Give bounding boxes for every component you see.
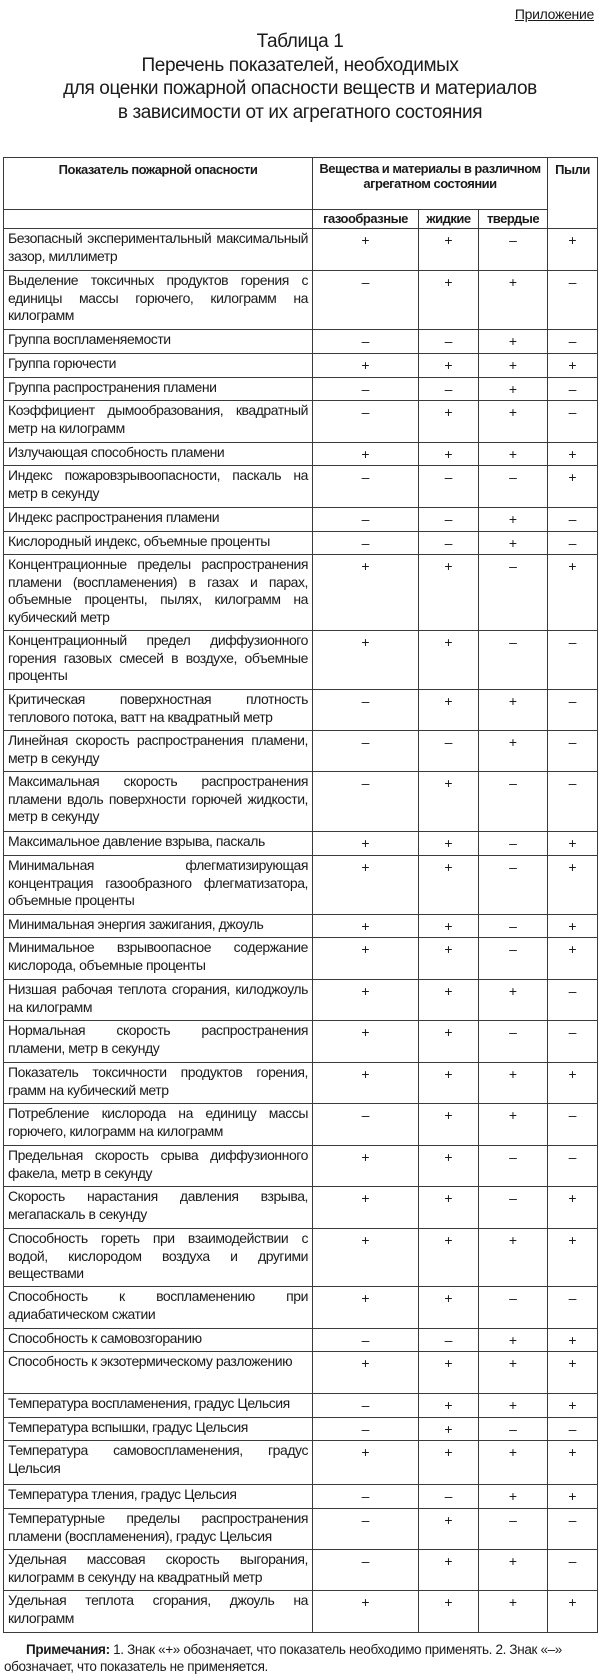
dust-mark: +: [548, 229, 598, 271]
gaseous-mark: –: [313, 1550, 419, 1591]
liquid-mark: +: [419, 1509, 479, 1550]
table-row: [4, 378, 598, 401]
table-row: [4, 1352, 598, 1394]
solid-mark: –: [479, 466, 548, 508]
indicator-name: Температурные пределы распространения пламени (воспламенения), градус Цельсия: [4, 1509, 313, 1550]
liquid-mark: +: [419, 401, 479, 443]
gaseous-mark: +: [313, 1591, 419, 1633]
gaseous-mark: –: [313, 271, 419, 330]
gaseous-mark: –: [313, 378, 419, 401]
liquid-mark: +: [419, 980, 479, 1021]
liquid-mark: +: [419, 1394, 479, 1418]
dust-mark: –: [548, 1287, 598, 1329]
table-number: Таблица 1: [256, 31, 344, 52]
dust-mark: –: [548, 330, 598, 354]
gaseous-mark: +: [313, 1146, 419, 1187]
solid-mark: –: [479, 229, 548, 271]
solid-mark: –: [479, 1187, 548, 1229]
liquid-mark: –: [419, 466, 479, 508]
indicator-name: Кислородный индекс, объемные проценты: [4, 532, 313, 555]
indicator-name: Температура вспышки, градус Цельсия: [4, 1418, 313, 1441]
gaseous-mark: +: [313, 1187, 419, 1229]
solid-mark: +: [479, 508, 548, 532]
table-row: [4, 938, 598, 980]
header-indicator-continuation: [4, 210, 313, 229]
indicator-name: Группа горючести: [4, 354, 313, 378]
liquid-mark: +: [419, 1352, 479, 1394]
liquid-mark: +: [419, 1063, 479, 1104]
indicator-name: Коэффициент дымообразования, квадратный метр на килограмм: [4, 401, 313, 443]
solid-mark: +: [479, 1352, 548, 1394]
solid-mark: +: [479, 354, 548, 378]
solid-mark: –: [479, 1287, 548, 1329]
indicator-name: Температура самовоспламенения, градус Цельсия: [4, 1441, 313, 1485]
table-row: [4, 915, 598, 938]
liquid-mark: +: [419, 1418, 479, 1441]
header-solid: твердые: [479, 210, 548, 229]
table-row: [4, 832, 598, 856]
solid-mark: –: [479, 631, 548, 690]
liquid-mark: +: [419, 1104, 479, 1146]
dust-mark: –: [548, 532, 598, 555]
appendix-label: Приложение: [514, 6, 594, 22]
indicator-name: Способность гореть при взаимодействии с водой, кислородом воздуха и другими веществами: [4, 1229, 313, 1287]
indicator-name: Группа воспламеняемости: [4, 330, 313, 354]
gaseous-mark: –: [313, 1104, 419, 1146]
liquid-mark: –: [419, 1329, 479, 1352]
liquid-mark: –: [419, 378, 479, 401]
indicator-name: Способность к самовозгоранию: [4, 1329, 313, 1352]
header-gaseous: газообразные: [313, 210, 419, 229]
indicator-name: Концентрационный предел диффузионного горения газовых смесей в воздухе, объемные проценты: [4, 631, 313, 690]
solid-mark: –: [479, 1418, 548, 1441]
notes-text: 1. Знак «+» обозначает, что показатель необходимо применять. 2. Знак «–» обозначает, что показатель не применяется.: [4, 1642, 562, 1674]
notes: [4, 1641, 594, 1675]
solid-mark: +: [479, 401, 548, 443]
header-liquid: жидкие: [419, 210, 479, 229]
liquid-mark: +: [419, 631, 479, 690]
gaseous-mark: –: [313, 508, 419, 532]
solid-mark: –: [479, 1509, 548, 1550]
dust-mark: –: [548, 271, 598, 330]
header-indicator: Показатель пожарной опасности: [4, 158, 313, 210]
liquid-mark: +: [419, 1287, 479, 1329]
solid-mark: +: [479, 443, 548, 466]
table-title-line-3: в зависимости от их агрегатного состояния: [117, 101, 483, 123]
gaseous-mark: –: [313, 1485, 419, 1509]
gaseous-mark: +: [313, 1287, 419, 1329]
table-row: [4, 1287, 598, 1329]
liquid-mark: +: [419, 443, 479, 466]
gaseous-mark: –: [313, 772, 419, 832]
indicator-name: Показатель токсичности продуктов горения, грамм на кубический метр: [4, 1063, 313, 1104]
gaseous-mark: –: [313, 330, 419, 354]
liquid-mark: +: [419, 354, 479, 378]
solid-mark: +: [479, 1104, 548, 1146]
liquid-mark: –: [419, 330, 479, 354]
dust-mark: –: [548, 1418, 598, 1441]
dust-mark: +: [548, 1329, 598, 1352]
gaseous-mark: +: [313, 1063, 419, 1104]
liquid-mark: +: [419, 271, 479, 330]
gaseous-mark: +: [313, 1352, 419, 1394]
dust-mark: –: [548, 1146, 598, 1187]
liquid-mark: +: [419, 229, 479, 271]
gaseous-mark: –: [313, 1418, 419, 1441]
table-row: [4, 1021, 598, 1063]
table-row: [4, 1187, 598, 1229]
gaseous-mark: +: [313, 1229, 419, 1287]
table-row: [4, 466, 598, 508]
table-row: [4, 508, 598, 532]
dust-mark: +: [548, 1485, 598, 1509]
dust-mark: +: [548, 555, 598, 631]
solid-mark: +: [479, 980, 548, 1021]
liquid-mark: –: [419, 532, 479, 555]
dust-mark: +: [548, 443, 598, 466]
liquid-mark: +: [419, 832, 479, 856]
dust-mark: +: [548, 354, 598, 378]
dust-mark: +: [548, 1187, 598, 1229]
gaseous-mark: +: [313, 354, 419, 378]
solid-mark: –: [479, 856, 548, 915]
table-row: [4, 401, 598, 443]
gaseous-mark: +: [313, 229, 419, 271]
liquid-mark: +: [419, 772, 479, 832]
solid-mark: –: [479, 772, 548, 832]
indicator-name: Минимальное взрывоопасное содержание кислорода, объемные проценты: [4, 938, 313, 980]
solid-mark: +: [479, 330, 548, 354]
gaseous-mark: +: [313, 443, 419, 466]
solid-mark: +: [479, 1550, 548, 1591]
table-row: [4, 631, 598, 690]
fire-hazard-indicators-table: [3, 157, 598, 1633]
dust-mark: –: [548, 1104, 598, 1146]
dust-mark: +: [548, 1229, 598, 1287]
table-body: [4, 229, 598, 1633]
indicator-name: Потребление кислорода на единицу массы горючего, килограмм на килограмм: [4, 1104, 313, 1146]
solid-mark: –: [479, 915, 548, 938]
solid-mark: +: [479, 690, 548, 731]
liquid-mark: +: [419, 1441, 479, 1485]
gaseous-mark: +: [313, 915, 419, 938]
table-row: [4, 1509, 598, 1550]
table-row: [4, 856, 598, 915]
solid-mark: +: [479, 1394, 548, 1418]
dust-mark: +: [548, 1441, 598, 1485]
dust-mark: +: [548, 938, 598, 980]
gaseous-mark: –: [313, 731, 419, 772]
indicator-name: Температура тления, градус Цельсия: [4, 1485, 313, 1509]
dust-mark: +: [548, 1063, 598, 1104]
liquid-mark: +: [419, 1187, 479, 1229]
liquid-mark: +: [419, 1550, 479, 1591]
header-dust: Пыли: [548, 158, 598, 229]
indicator-name: Скорость нарастания давления взрыва, мегапаскаль в секунду: [4, 1187, 313, 1229]
gaseous-mark: +: [313, 1021, 419, 1063]
table-row: [4, 354, 598, 378]
dust-mark: +: [548, 466, 598, 508]
indicator-name: Выделение токсичных продуктов горения с единицы массы горючего, килограмм на килограмм: [4, 271, 313, 330]
indicator-name: Минимальная флегматизирующая концентрация газообразного флегматизатора, объемные проценты: [4, 856, 313, 915]
indicator-name: Безопасный экспериментальный максимальный зазор, миллиметр: [4, 229, 313, 271]
table-row: [4, 1229, 598, 1287]
indicator-name: Температура воспламенения, градус Цельсия: [4, 1394, 313, 1418]
indicator-name: Излучающая способность пламени: [4, 443, 313, 466]
solid-mark: –: [479, 938, 548, 980]
table-row: [4, 1550, 598, 1591]
liquid-mark: +: [419, 690, 479, 731]
indicator-name: Низшая рабочая теплота сгорания, килоджоуль на килограмм: [4, 980, 313, 1021]
indicator-name: Концентрационные пределы распространения пламени (воспламенения) в газах и парах, объемные проценты, пылях, килограмм на кубический метр: [4, 555, 313, 631]
liquid-mark: +: [419, 915, 479, 938]
dust-mark: –: [548, 1021, 598, 1063]
table-row: [4, 1591, 598, 1633]
gaseous-mark: –: [313, 1394, 419, 1418]
dust-mark: +: [548, 1591, 598, 1633]
liquid-mark: +: [419, 1146, 479, 1187]
table-row: [4, 731, 598, 772]
table-row: [4, 271, 598, 330]
liquid-mark: +: [419, 856, 479, 915]
liquid-mark: +: [419, 1591, 479, 1633]
dust-mark: –: [548, 631, 598, 690]
table-row: [4, 772, 598, 832]
solid-mark: –: [479, 1146, 548, 1187]
solid-mark: +: [479, 1329, 548, 1352]
liquid-mark: +: [419, 938, 479, 980]
table-row: [4, 690, 598, 731]
dust-mark: –: [548, 1509, 598, 1550]
solid-mark: +: [479, 731, 548, 772]
table-row: [4, 330, 598, 354]
indicator-name: Минимальная энергия зажигания, джоуль: [4, 915, 313, 938]
solid-mark: +: [479, 271, 548, 330]
solid-mark: +: [479, 532, 548, 555]
table-row: [4, 1146, 598, 1187]
liquid-mark: +: [419, 555, 479, 631]
solid-mark: +: [479, 1441, 548, 1485]
dust-mark: +: [548, 915, 598, 938]
gaseous-mark: +: [313, 631, 419, 690]
liquid-mark: –: [419, 1485, 479, 1509]
indicator-name: Группа распространения пламени: [4, 378, 313, 401]
liquid-mark: –: [419, 508, 479, 532]
dust-mark: +: [548, 832, 598, 856]
liquid-mark: +: [419, 1229, 479, 1287]
indicator-name: Линейная скорость распространения пламени, метр в секунду: [4, 731, 313, 772]
dust-mark: –: [548, 508, 598, 532]
gaseous-mark: +: [313, 832, 419, 856]
indicator-name: Индекс распространения пламени: [4, 508, 313, 532]
table-row: [4, 229, 598, 271]
solid-mark: +: [479, 1591, 548, 1633]
indicator-name: Критическая поверхностная плотность теплового потока, ватт на квадратный метр: [4, 690, 313, 731]
dust-mark: –: [548, 980, 598, 1021]
gaseous-mark: +: [313, 980, 419, 1021]
dust-mark: –: [548, 731, 598, 772]
dust-mark: –: [548, 1550, 598, 1591]
solid-mark: –: [479, 555, 548, 631]
dust-mark: –: [548, 401, 598, 443]
gaseous-mark: –: [313, 690, 419, 731]
solid-mark: +: [479, 378, 548, 401]
indicator-name: Способность к экзотермическому разложению: [4, 1352, 313, 1394]
gaseous-mark: +: [313, 555, 419, 631]
gaseous-mark: +: [313, 856, 419, 915]
table-row: [4, 1104, 598, 1146]
table-row: [4, 555, 598, 631]
indicator-name: Максимальное давление взрыва, паскаль: [4, 832, 313, 856]
gaseous-mark: –: [313, 1329, 419, 1352]
notes-label: Примечания:: [26, 1642, 110, 1657]
table-row: [4, 1063, 598, 1104]
dust-mark: –: [548, 378, 598, 401]
indicator-name: Индекс пожаровзрывоопасности, паскаль на метр в секунду: [4, 466, 313, 508]
table-row: [4, 1485, 598, 1509]
table-row: [4, 1394, 598, 1418]
table-title-line-1: Перечень показателей, необходимых: [141, 54, 459, 76]
gaseous-mark: –: [313, 401, 419, 443]
gaseous-mark: +: [313, 938, 419, 980]
liquid-mark: –: [419, 731, 479, 772]
table-row: [4, 443, 598, 466]
indicator-name: Способность к воспламенению при адиабатическом сжатии: [4, 1287, 313, 1329]
indicator-name: Максимальная скорость распространения пламени вдоль поверхности горючей жидкости, метр в секунду: [4, 772, 313, 832]
gaseous-mark: –: [313, 466, 419, 508]
gaseous-mark: –: [313, 532, 419, 555]
solid-mark: –: [479, 1021, 548, 1063]
indicator-name: Предельная скорость срыва диффузионного факела, метр в секунду: [4, 1146, 313, 1187]
table-row: [4, 1441, 598, 1485]
dust-mark: –: [548, 772, 598, 832]
indicator-name: Нормальная скорость распространения пламени, метр в секунду: [4, 1021, 313, 1063]
solid-mark: –: [479, 832, 548, 856]
table-row: [4, 532, 598, 555]
indicator-name: Удельная теплота сгорания, джоуль на килограмм: [4, 1591, 313, 1633]
dust-mark: +: [548, 1394, 598, 1418]
dust-mark: +: [548, 856, 598, 915]
solid-mark: +: [479, 1229, 548, 1287]
dust-mark: –: [548, 690, 598, 731]
solid-mark: +: [479, 1485, 548, 1509]
table-title-line-2: для оценки пожарной опасности веществ и материалов: [63, 78, 537, 99]
header-aggregate-state-group: Вещества и материалы в различном агрегатном состоянии: [313, 158, 548, 210]
gaseous-mark: +: [313, 1441, 419, 1485]
gaseous-mark: –: [313, 1509, 419, 1550]
table-caption: [0, 30, 600, 124]
table-row: [4, 1329, 598, 1352]
indicator-name: Удельная массовая скорость выгорания, килограмм в секунду на квадратный метр: [4, 1550, 313, 1591]
liquid-mark: +: [419, 1021, 479, 1063]
dust-mark: +: [548, 1352, 598, 1394]
table-row: [4, 1418, 598, 1441]
solid-mark: +: [479, 1063, 548, 1104]
table-row: [4, 980, 598, 1021]
